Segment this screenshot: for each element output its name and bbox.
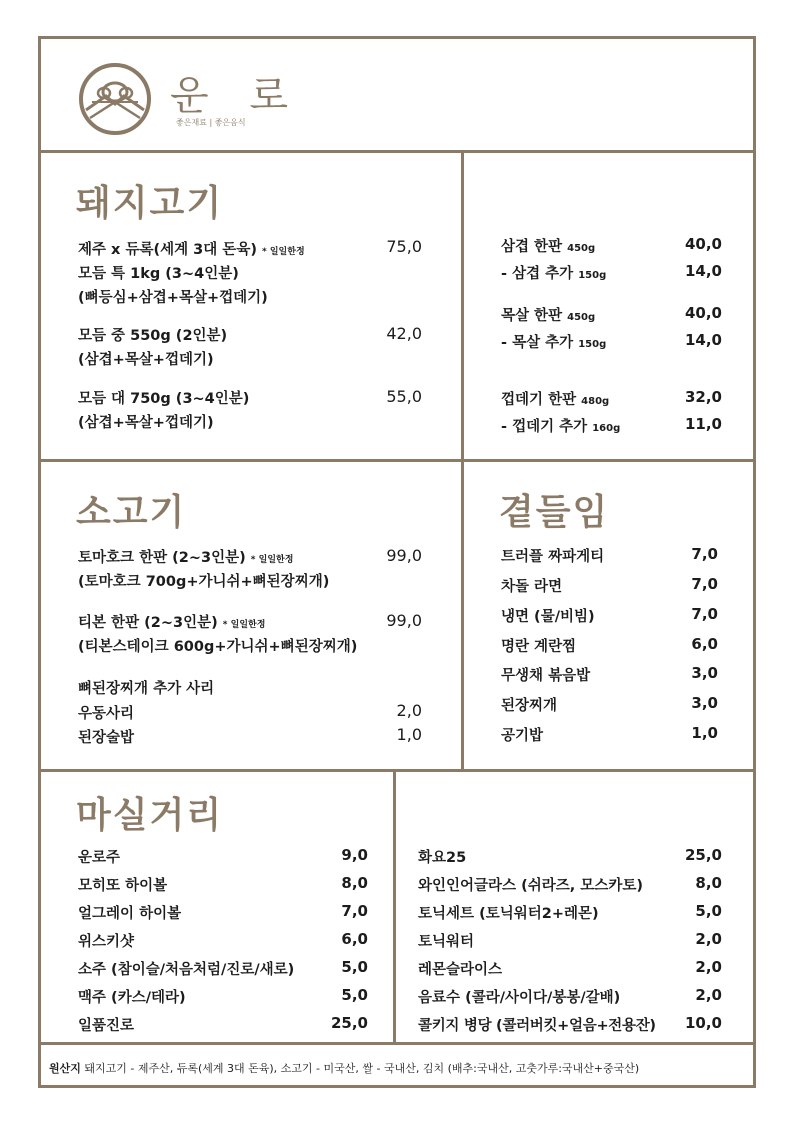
- menu-item-detail: (삼겹+목살+껍데기): [78, 415, 214, 431]
- menu-price: 42,0: [386, 324, 422, 343]
- menu-item: 운로주: [78, 850, 121, 866]
- menu-price: 14,0: [684, 262, 722, 280]
- menu-item: 껍데기 한판 480g: [501, 392, 610, 408]
- menu-price: 75,0: [386, 237, 422, 256]
- menu-price: 2,0: [396, 701, 422, 720]
- menu-price: 40,0: [684, 304, 722, 322]
- menu-item: 모히또 하이볼: [78, 878, 168, 894]
- menu-item-detail: (삼겹+목살+껍데기): [78, 352, 214, 368]
- menu-item: 제주 x 듀록(세계 3대 돈육) * 일일한정: [78, 242, 305, 258]
- menu-price: 25,0: [330, 1014, 368, 1032]
- menu-item: 목살 한판 450g: [501, 308, 596, 324]
- menu-item: 화요25: [418, 850, 467, 866]
- menu-price: 32,0: [684, 388, 722, 406]
- menu-item: 공기밥: [501, 728, 544, 744]
- divider-header: [38, 150, 756, 153]
- logo-emblem-icon: [78, 62, 152, 136]
- origin-footer: 원산지 돼지고기 - 제주산, 듀록(세계 3대 돈육), 소고기 - 미국산, 쌀 - 국내산, 김치 (배추:국내산, 고춧가루:국내산+중국산): [49, 1062, 640, 1075]
- menu-price: 3,0: [691, 694, 718, 712]
- menu-price: 7,0: [691, 575, 718, 593]
- menu-price: 2,0: [695, 986, 722, 1004]
- menu-item: 콜키지 병당 (콜러버킷+얼음+전용잔): [418, 1018, 656, 1034]
- menu-item: 토닉워터: [418, 934, 475, 950]
- menu-price: 7,0: [691, 545, 718, 563]
- menu-item: 위스키샷: [78, 934, 135, 950]
- menu-price: 14,0: [684, 331, 722, 349]
- menu-price: 40,0: [684, 235, 722, 253]
- menu-item: 토닉세트 (토닉워터2+레몬): [418, 906, 599, 922]
- menu-price: 9,0: [341, 846, 368, 864]
- section-title-beef: 소고기: [76, 491, 187, 533]
- menu-price: 1,0: [691, 724, 718, 742]
- menu-item: - 껍데기 추가 160g: [501, 419, 621, 435]
- menu-price: 1,0: [396, 725, 422, 744]
- brand-tagline: 좋은재료 | 좋은음식: [176, 118, 246, 127]
- menu-price: 11,0: [684, 415, 722, 433]
- menu-item: 모듬 중 550g (2인분): [78, 328, 228, 344]
- brand-name: 운 로: [170, 73, 302, 119]
- menu-item: 된장찌개: [501, 698, 558, 714]
- menu-item: 명란 계란찜: [501, 639, 577, 655]
- menu-item-detail: (티본스테이크 600g+가니쉬+뼈된장찌개): [78, 639, 358, 655]
- menu-item: 우동사리: [78, 706, 135, 722]
- menu-item: 삼겹 한판 450g: [501, 239, 596, 255]
- menu-price: 99,0: [386, 611, 422, 630]
- menu-item: 티본 한판 (2~3인분) * 일일한정: [78, 615, 266, 631]
- menu-item: 일품진로: [78, 1018, 135, 1034]
- menu-item: 소주 (참이슬/처음처럼/진로/새로): [78, 962, 295, 978]
- menu-item: - 삼겹 추가 150g: [501, 266, 607, 282]
- menu-price: 8,0: [341, 874, 368, 892]
- menu-item: 냉면 (물/비빔): [501, 609, 595, 625]
- divider-middle: [38, 459, 756, 462]
- menu-item: 레몬슬라이스: [418, 962, 503, 978]
- menu-price: 25,0: [684, 846, 722, 864]
- menu-item: 음료수 (콜라/사이다/봉봉/갈배): [418, 990, 621, 1006]
- menu-price: 7,0: [691, 605, 718, 623]
- menu-price: 6,0: [691, 635, 718, 653]
- menu-price: 5,0: [341, 958, 368, 976]
- menu-price: 5,0: [341, 986, 368, 1004]
- menu-item: - 목살 추가 150g: [501, 335, 607, 351]
- menu-price: 3,0: [691, 664, 718, 682]
- menu-price: 55,0: [386, 387, 422, 406]
- menu-price: 6,0: [341, 930, 368, 948]
- menu-item: 모듬 특 1kg (3~4인분): [78, 266, 239, 282]
- divider-drinks: [38, 769, 756, 772]
- menu-item: 모듬 대 750g (3~4인분): [78, 391, 250, 407]
- divider-drinks-col: [393, 769, 396, 1044]
- menu-item: 트러플 짜파게티: [501, 549, 605, 565]
- menu-price: 10,0: [684, 1014, 722, 1032]
- section-title-drinks: 마실거리: [76, 794, 224, 836]
- menu-item: 와인인어글라스 (쉬라즈, 모스카토): [418, 878, 643, 894]
- section-title-sides: 곁들임: [499, 491, 610, 533]
- menu-price: 7,0: [341, 902, 368, 920]
- section-title-pork: 돼지고기: [76, 182, 224, 224]
- divider-footer: [38, 1042, 756, 1045]
- menu-item: 무생채 볶음밥: [501, 668, 591, 684]
- menu-item: 맥주 (카스/테라): [78, 990, 186, 1006]
- menu-price: 2,0: [695, 930, 722, 948]
- menu-item-detail: (뼈등심+삼겹+목살+껍데기): [78, 290, 268, 306]
- menu-price: 5,0: [695, 902, 722, 920]
- menu-item: 차돌 라면: [501, 579, 563, 595]
- menu-price: 99,0: [386, 546, 422, 565]
- menu-item-detail: (토마호크 700g+가니쉬+뼈된장찌개): [78, 574, 330, 590]
- menu-item: 된장술밥: [78, 730, 135, 746]
- menu-price: 2,0: [695, 958, 722, 976]
- menu-item: 토마호크 한판 (2~3인분) * 일일한정: [78, 550, 294, 566]
- menu-item: 뼈된장찌개 추가 사리: [78, 681, 215, 697]
- menu-item: 얼그레이 하이볼: [78, 906, 182, 922]
- menu-price: 8,0: [695, 874, 722, 892]
